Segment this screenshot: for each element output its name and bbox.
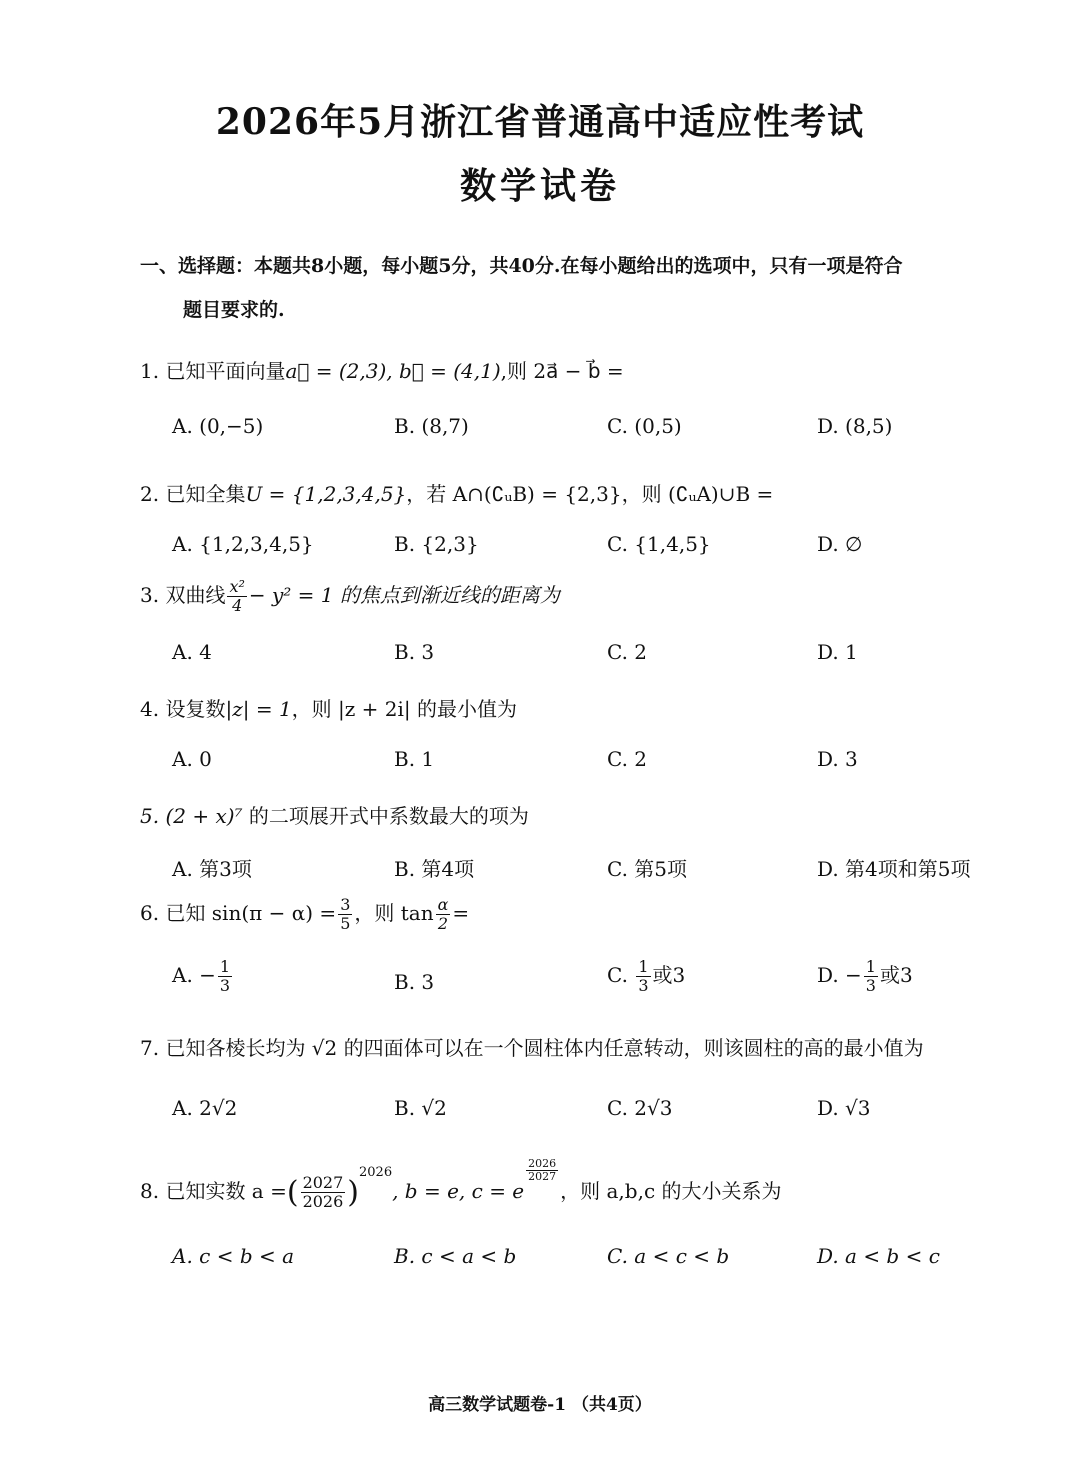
option-d-fraction [864,958,878,995]
option-a[interactable]: A. 0 [172,747,212,771]
option-d[interactable]: D. 1 [817,640,858,664]
option-b[interactable] [394,970,434,994]
fraction-numerator: 2027 [302,1173,344,1192]
option-d[interactable]: D. ∅ [817,532,863,556]
fraction-numerator: 1 [219,957,231,976]
option-b[interactable]: B. {2,3} [394,532,479,556]
option-b[interactable]: B. 3 [394,640,435,664]
page-footer: 高三数学试题卷-1 （共4页） [428,1395,652,1415]
option-d[interactable]: D. √3 [817,1096,871,1120]
question-8-text-after: ，则 a,b,c 的大小关系为 [560,1179,782,1203]
option-d-prefix: D. − [817,963,862,987]
question-2 [140,478,1020,507]
option-a-prefix: A. − [172,963,216,987]
fraction-numerator: 3 [340,895,351,914]
question-8-text-before: 8. 已知实数 a = [140,1179,287,1203]
fraction-denominator: 3 [219,976,231,995]
option-a[interactable]: A. (0,−5) [172,414,264,438]
option-b[interactable]: B. 1 [394,747,435,771]
question-1 [140,355,1020,384]
question-4-text-after: ，则 |z + 2i| 的最小值为 [291,697,517,721]
question-1-text-before: 1. 已知平面向量 [140,359,286,383]
fraction-denominator: 3 [865,976,876,995]
exam-title: 2026年5月浙江省普通高中适应性考试 [215,101,865,143]
section-heading [140,244,1020,332]
option-a[interactable]: A. 第3项 [172,857,252,881]
question-3-text-after: − y² = 1 的焦点到渐近线的距离为 [248,583,560,607]
question-5 [140,800,1020,829]
question-3 [140,578,1020,615]
left-paren: ( [286,1175,299,1210]
question-6-text-before: 6. 已知 sin(π − α) = [140,901,337,925]
option-b[interactable]: B. (8,7) [394,414,469,438]
section-heading-line1: 一、选择题：本题共8小题，每小题5分，共40分.在每小题给出的选项中，只有一项是符合 [140,255,903,277]
fraction-denominator: 2026 [302,1192,344,1211]
question-8-text-mid: , b = e, c = e [392,1179,525,1203]
question-4-expr: |z| = 1 [225,697,292,721]
question-4 [140,693,1020,722]
option-d[interactable]: D. (8,5) [817,414,893,438]
question-6-half-angle-fraction [436,896,451,933]
fraction-numerator: x² [229,577,245,596]
option-a[interactable]: A. {1,2,3,4,5} [172,532,314,556]
question-8-fraction [301,1174,346,1211]
fraction-denominator: 2027 [528,1170,557,1183]
question-6-fraction [338,896,352,933]
question-5-text-after: 的二项展开式中系数最大的项为 [248,804,529,828]
question-3-options [172,640,1022,680]
exam-subtitle: 数学试卷 [459,165,620,207]
fraction-numerator: 1 [638,957,649,976]
question-2-text-before: 2. 已知全集 [140,482,246,506]
option-d[interactable] [817,958,913,995]
question-6-options [172,958,1022,1008]
question-1-options [172,414,1022,454]
question-7 [140,1032,1020,1061]
section-heading-line2: 题目要求的. [183,299,285,321]
question-6 [140,896,1020,933]
question-4-options [172,747,1022,787]
question-8 [140,1158,1020,1222]
option-c-suffix: 或3 [652,963,686,987]
question-2-expr: U = {1,2,3,4,5} [245,482,407,506]
option-a-fraction [218,958,232,995]
option-a[interactable]: A. 4 [172,640,212,664]
option-c[interactable]: C. 第5项 [607,857,688,881]
option-c[interactable] [607,958,685,995]
question-6-text-after: = [452,901,470,925]
option-c[interactable]: C. a < c < b [607,1244,730,1268]
question-5-expr: 5. (2 + x)⁷ [140,804,243,828]
option-d[interactable]: D. a < b < c [817,1244,940,1268]
fraction-numerator: 2026 [528,1157,557,1170]
option-a[interactable]: A. 2√2 [172,1096,238,1120]
option-c[interactable]: C. 2 [607,640,648,664]
right-paren: ) [347,1175,359,1210]
question-6-text-mid: ，则 tan [354,901,434,925]
question-3-text-before: 3. 双曲线 [140,583,226,607]
option-a[interactable]: A. c < b < a [172,1244,295,1268]
option-d[interactable]: D. 第4项和第5项 [817,857,971,881]
question-1-expr: a⃗ = (2,3), b⃗ = (4,1) [285,359,501,383]
question-5-options [172,853,1022,893]
option-b-prefix: B. 3 [394,970,435,994]
option-a[interactable] [172,958,234,995]
option-c-fraction [636,958,650,995]
fraction-denominator: 4 [232,596,243,615]
fraction-numerator: α [437,895,449,914]
option-c[interactable]: C. 2√3 [607,1096,673,1120]
option-b[interactable]: B. c < a < b [394,1244,517,1268]
fraction-denominator: 5 [340,914,351,933]
option-c[interactable]: C. {1,4,5} [607,532,711,556]
fraction-denominator: 3 [638,976,649,995]
option-d[interactable]: D. 3 [817,747,858,771]
question-7-options [172,1096,1022,1136]
question-1-text-after: ,则 2a⃗ − b⃗ = [500,359,624,383]
fraction-numerator: 1 [865,957,876,976]
option-b[interactable]: B. √2 [394,1096,447,1120]
option-d-suffix: 或3 [879,963,913,987]
question-4-text-before: 4. 设复数 [140,697,226,721]
question-7-text: 7. 已知各棱长均为 √2 的四面体可以在一个圆柱体内任意转动，则该圆柱的高的最小值为 [140,1036,924,1060]
question-8-power: 2026 [359,1165,393,1180]
option-c-prefix: C. [607,963,635,987]
fraction-denominator: 2 [437,914,449,933]
question-8-exponent-fraction [526,1158,558,1183]
option-c[interactable]: C. (0,5) [607,414,682,438]
question-8-options [172,1244,1022,1284]
option-c[interactable]: C. 2 [607,747,648,771]
question-2-options [172,532,1022,572]
question-3-fraction [227,578,246,615]
question-2-text-after: ，若 A∩(∁ᵤB) = {2,3}，则 (∁ᵤA)∪B = [406,482,774,506]
option-b[interactable]: B. 第4项 [394,857,475,881]
